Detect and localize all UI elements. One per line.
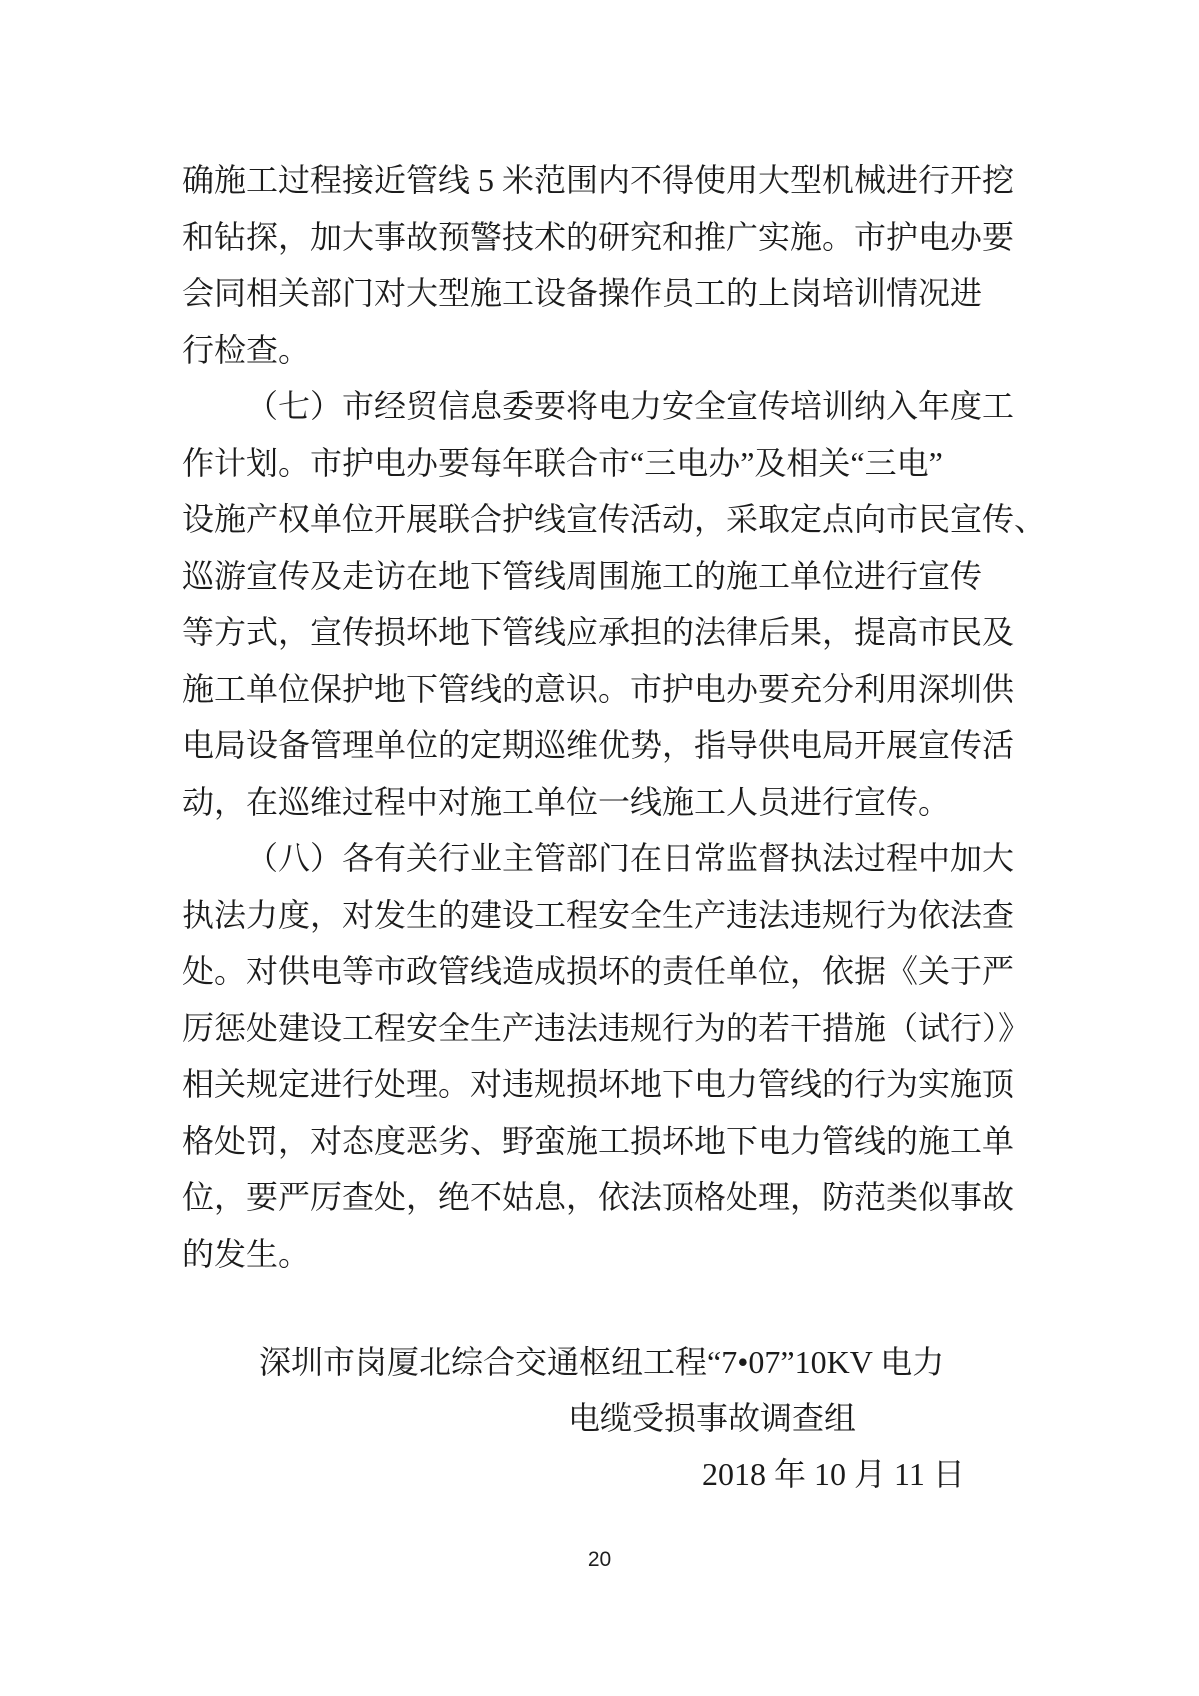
signature-unit-line-2: 电缆受损事故调查组 bbox=[568, 1400, 857, 1436]
body-line: 的发生。 bbox=[182, 1235, 311, 1272]
body-line: 确施工过程接近管线 5 米范围内不得使用大型机械进行开挖 bbox=[182, 162, 1015, 198]
body-line: 和钻探，加大事故预警技术的研究和推广实施。市护电办要 bbox=[182, 218, 1015, 255]
body-line-paragraph-start: （七）市经贸信息委要将电力安全宣传培训纳入年度工 bbox=[246, 388, 1015, 424]
body-line: 设施产权单位开展联合护线宣传活动，采取定点向市民宣传、 bbox=[182, 501, 1047, 537]
body-line: 处。对供电等市政管线造成损坏的责任单位，依据《关于严 bbox=[182, 953, 1015, 989]
body-line: 动，在巡维过程中对施工单位一线施工人员进行宣传。 bbox=[182, 783, 951, 820]
page-number: 20 bbox=[587, 1548, 612, 1571]
body-line: 等方式，宣传损坏地下管线应承担的法律后果，提高市民及 bbox=[182, 614, 1015, 650]
signature-date: 2018 年 10 月 11 日 bbox=[702, 1456, 965, 1492]
body-line: 施工单位保护地下管线的意识。市护电办要充分利用深圳供 bbox=[182, 670, 1015, 707]
body-line: 作计划。市护电办要每年联合市“三电办”及相关“三电” bbox=[182, 444, 943, 481]
body-line: 巡游宣传及走访在地下管线周围施工的施工单位进行宣传 bbox=[182, 557, 983, 594]
body-line: 格处罚，对态度恶劣、野蛮施工损坏地下电力管线的施工单 bbox=[182, 1122, 1015, 1159]
body-line: 行检查。 bbox=[182, 331, 311, 368]
body-line: 会同相关部门对大型施工设备操作员工的上岗培训情况进 bbox=[182, 275, 983, 311]
body-line: 电局设备管理单位的定期巡维优势，指导供电局开展宣传活 bbox=[182, 727, 1015, 763]
body-line: 相关规定进行处理。对违规损坏地下电力管线的行为实施顶 bbox=[182, 1066, 1015, 1102]
document-body bbox=[182, 152, 1052, 1282]
body-line: 厉惩处建设工程安全生产违法违规行为的若干措施（试行）》 bbox=[182, 1009, 1031, 1046]
signature-unit-line-1: 深圳市岗厦北综合交通枢纽工程“7•07”10KV 电力 bbox=[259, 1344, 945, 1380]
body-line: 位，要严厉查处，绝不姑息，依法顶格处理，防范类似事故 bbox=[182, 1179, 1015, 1215]
body-line-paragraph-start: （八）各有关行业主管部门在日常监督执法过程中加大 bbox=[246, 840, 1015, 876]
body-line: 执法力度，对发生的建设工程安全生产违法违规行为依法查 bbox=[182, 896, 1015, 933]
